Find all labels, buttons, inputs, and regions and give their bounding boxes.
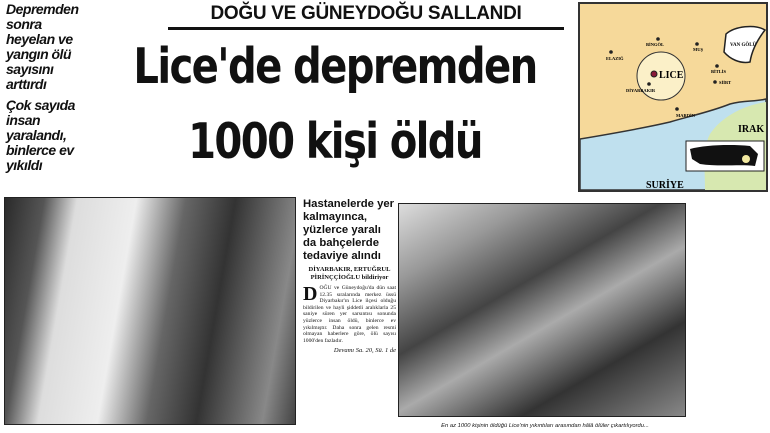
headline-line-2-wrap [95, 113, 575, 173]
photo-destroyed-street [4, 197, 296, 425]
article-byline: DİYARBAKIR, ERTUĞRUL PİRİNÇÇİOĞLU bildiriyor [308, 266, 391, 281]
article-subhead: Hastanelerde yer kalmayınca, yüzlerce yaralı da bahçelerde tedaviye alındı [303, 198, 395, 262]
iraq-label: IRAK [738, 124, 765, 135]
city-label: DİYARBAKIR [626, 88, 656, 93]
drop-cap: D [303, 283, 318, 305]
earthquake-map [578, 2, 768, 192]
epicenter-label: LICE [659, 70, 684, 81]
syria-label: SURİYE [646, 180, 684, 190]
epicenter-marker [651, 71, 657, 77]
city-label: SİİRT [719, 80, 732, 85]
city-label: ELAZIĞ [606, 56, 624, 61]
article-body [303, 285, 396, 344]
continued-note: Devamı Sa. 20, Sü. 1 de [333, 347, 396, 355]
deck-death-toll: Depremden sonra heyelan ve yangın ölü sayısını arttırdı [6, 1, 79, 92]
photo-rubble [398, 203, 686, 417]
article-column [303, 198, 396, 355]
city-label: MARDİN [676, 113, 695, 118]
photo-caption: En az 1000 kişinin öldüğü Lice'nin yıkıntıları arasından hâlâ ölüler çıkartılıyordu... [441, 423, 649, 429]
city-label: MUŞ [693, 47, 703, 52]
city-label: BİNGÖL [646, 42, 665, 47]
side-decks [6, 2, 84, 179]
kicker-headline: DOĞU VE GÜNEYDOĞU SALLANDI [168, 0, 564, 30]
headline-line-1-wrap [95, 38, 575, 98]
city-label: BİTLİS [711, 69, 727, 74]
lake-label: VAN GÖLÜ [730, 43, 757, 48]
article-text: OĞU ve Güneydoğu'da dün saat 12.35 sıralarında merkez üssü Diyarbakır'ın Lice ilçesi olduğu bildirilen ve hayli şiddetli aralıklarla 25 saniye süren yer sarsıntısı sonunda yüzlerce insan öldü, binlerce ev yıkılmıştır. Daha sonra gelen resmi olmayan haberlere göre, ölü sayısı 1000'den fazladır. [303, 285, 396, 344]
deck-injured: Çok sayıda insan yaralandı, binlerce ev yıkıldı [6, 97, 75, 173]
headline-line-1: Lice'de depremden [133, 38, 537, 95]
headline-line-2: 1000 kişi öldü [188, 113, 482, 170]
